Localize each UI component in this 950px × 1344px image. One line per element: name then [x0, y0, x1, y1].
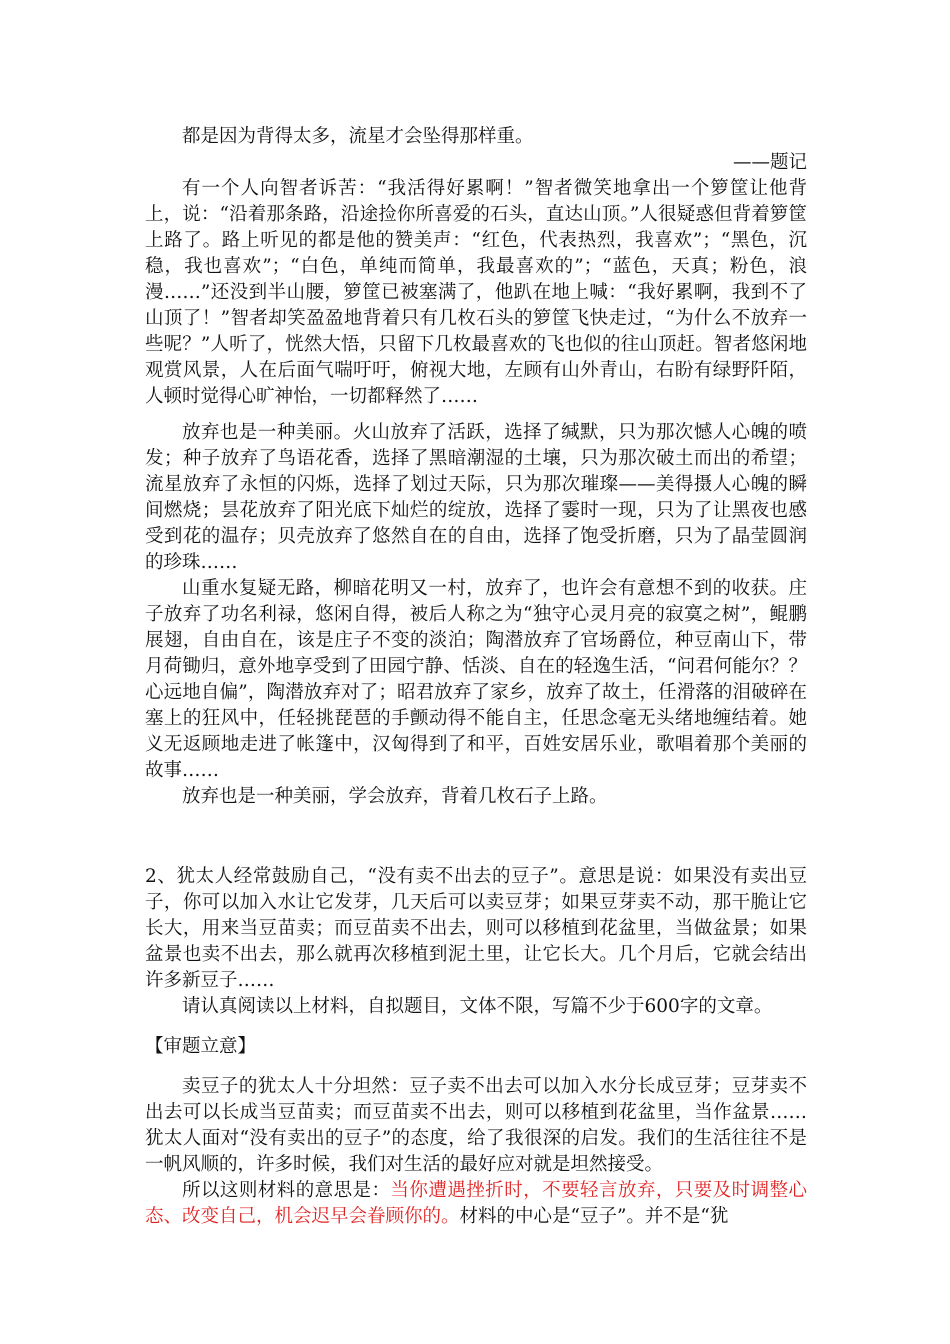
epigraph: 都是因为背得太多，流星才会坠得那样重。	[182, 126, 534, 147]
historical-examples-paragraph: 山重水复疑无路，柳暗花明又一村，放弃了，也许会有意想不到的收获。庄子放弃了功名利禄，悠闲自得，被后人称之为“独守心灵月亮的寂寞之树”，鲲鹏展翅，自由自在，该是庄子不变的淡泊；陶潜放弃了官场爵位，种豆南山下，带月荷锄归，意外地享受到了田园宁静、恬淡、自在的轻逸生活，“问君何能尔？？心远地自偏”，陶潜放弃对了；昭君放弃了家乡，放弃了故土，任滑落的泪破碎在塞上的狂风中，任轻挑琵琶的手颤动得不能自主，任思念毫无头绪地缠结着。她义无返顾地走进了帐篷中，汉匈得到了和平，百姓安居乐业，歌唱着那个美丽的故事……	[145, 578, 807, 781]
meaning-continuation: 材料的中心是“豆子”。并不是“犹	[459, 1206, 729, 1227]
writing-instruction: 请认真阅读以上材料，自拟题目，文体不限，写篇不少于600字的文章。	[182, 996, 773, 1017]
document-page	[145, 124, 807, 1230]
beauty-of-giving-up-paragraph: 放弃也是一种美丽。火山放弃了活跃，选择了缄默，只为那次憾人心魄的喷发；种子放弃了鸟语花香，选择了黑暗潮湿的土壤，只为那次破土而出的希望；流星放弃了永恒的闪烁，选择了划过天际，只为那次璀璨——美得摄人心魄的瞬间燃烧；昙花放弃了阳光底下灿烂的绽放，选择了霎时一现，只为了让黑夜也感受到花的温存；贝壳放弃了悠然自在的自由，选择了饱受折磨，只为了晶莹圆润的珍珠……	[145, 422, 807, 573]
conclusion-paragraph: 放弃也是一种美丽，学会放弃，背着几枚石子上路。	[182, 786, 608, 807]
highlighted-meaning: 当你遭遇挫折时，不要轻言放弃，只要及时调整心态、改变自己，机会迟早会眷顾你的。	[145, 1180, 807, 1227]
question-prompt: 2、犹太人经常鼓励自己，“没有卖不出去的豆子”。意思是说：如果没有卖出豆子，你可以加入水让它发芽，几天后可以卖豆芽；如果豆芽卖不动，那干脆让它长大，用来当豆苗卖；而豆苗卖不出去，则可以移植到花盆里，当做盆景；如果盆景也卖不出去，那么就再次移植到泥土里，让它长大。几个月后，它就会结出许多新豆子……	[145, 866, 807, 991]
meaning-intro: 所以这则材料的意思是：	[182, 1180, 391, 1201]
story-paragraph: 有一个人向智者诉苦：“我活得好累啊！”智者微笑地拿出一个箩筐让他背上，说：“沿着那条路，沿途捡你所喜爱的石头，直达山顶。”人很疑惑但背着箩筐上路了。路上听见的都是他的赞美声：“红色，代表热烈，我喜欢”；“黑色，沉稳，我也喜欢”；“白色，单纯而简单，我最喜欢的”；“蓝色，天真；粉色，浪漫……”还没到半山腰，箩筐已被塞满了，他趴在地上喊：“我好累啊，我到不了山顶了！”智者却笑盈盈地背着只有几枚石头的箩筐飞快走过，“为什么不放弃一些呢？”人听了，恍然大悟，只留下几枚最喜欢的飞也似的往山顶赶。智者悠闲地观赏风景，人在后面气喘吁吁，俯视大地，左顾有山外青山，右盼有绿野阡陌，人顿时觉得心旷神怡，一切都释然了……	[145, 178, 807, 407]
analysis-paragraph: 卖豆子的犹太人十分坦然：豆子卖不出去可以加入水分长成豆芽；豆芽卖不出去可以长成当豆苗卖；而豆苗卖不出去，则可以移植到花盆里，当作盆景……犹太人面对“没有卖出的豆子”的态度，给了我很深的启发。我们的生活往往不是一帆风顺的，许多时候，我们对生活的最好应对就是坦然接受。	[145, 1076, 807, 1175]
epigraph-source: ——题记	[732, 152, 807, 173]
meaning-paragraph	[145, 1178, 807, 1230]
section-heading: 【审题立意】	[145, 1036, 257, 1057]
